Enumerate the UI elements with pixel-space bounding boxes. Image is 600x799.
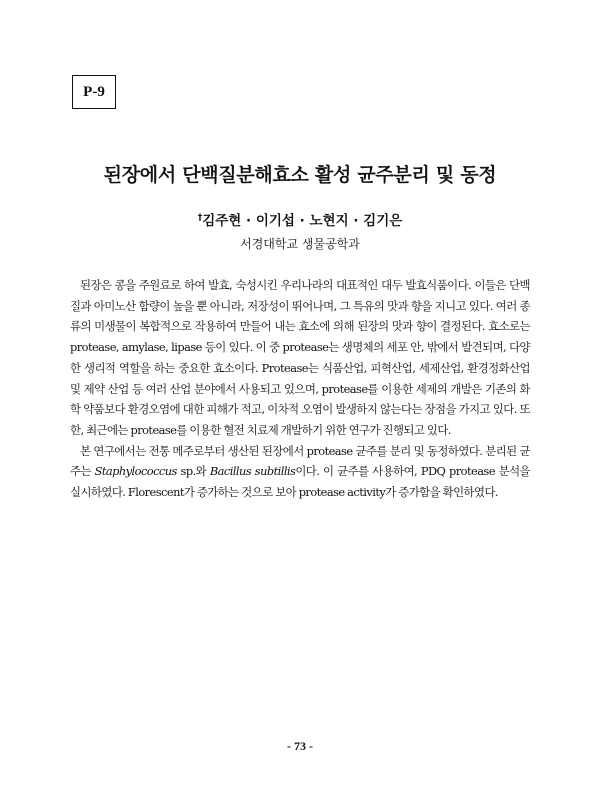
page-number: - 73 - bbox=[287, 739, 313, 753]
poster-number: P-9 bbox=[83, 83, 105, 100]
affiliation: 서경대학교 생물공학과 bbox=[240, 237, 360, 251]
paper-title: 된장에서 단백질분해효소 활성 균주분리 및 동정 bbox=[103, 164, 497, 186]
abstract-body bbox=[70, 275, 530, 503]
abstract-paragraph-1: 된장은 콩을 주원료로 하여 발효, 숙성시킨 우리나라의 대표적인 대두 발효식품이다. 이들은 단백질과 아미노산 함량이 높을 뿐 아니라, 저장성이 뛰어나며, 그 특유의 맛과 향을 지니고 있다. 여러 종류의 미생물이 복합적으로 작용하여 만들어 내는 효소에 의해 된장의 맛과 향이 결정된다. 효소로는 protease, amylase, lipase 등이 있다. 이 중 protease는 생명체의 세포 안, 밖에서 발견되며, 다양한 생리적 역할을 하는 중요한 효소이다. Protease는 식품산업, 피혁산업, 세제산업, 환경정화산업 및 제약 산업 등 여러 산업 분야에서 사용되고 있으며, protease를 이용한 세제의 개발은 기존의 화학 약품보다 환경오염에 대한 피해가 적고, 이차적 오염이 발생하지 않는다는 장점을 가지고 있다. 또한, 최근에는 protease를 이용한 혈전 치료제 개발하기 위한 연구가 진행되고 있다. bbox=[70, 278, 530, 437]
poster-number-box bbox=[72, 75, 116, 109]
author-names: 김주현 · 이기섭 · 노현지 · 김기은 bbox=[202, 213, 403, 229]
abstract-paragraph-2 bbox=[70, 441, 530, 503]
author-line bbox=[0, 209, 600, 229]
abstract-p2-part-c: 이다. 이 균주를 사용하여, PDQ protease 분석을 실시하였다. Florescent가 증가하는 것으로 보아 protease activity가 증가함을 확인하였다. bbox=[70, 464, 530, 500]
species-name-1: Staphylococcus bbox=[94, 464, 177, 479]
species-name-2: Bacillus subtillis bbox=[209, 464, 296, 479]
abstract-p2-part-a: 본 연구에서는 전통 메주로부터 생산된 된장에서 protease 균주를 분리 및 동정하였다. 분리된 균주는 bbox=[70, 443, 530, 479]
abstract-p2-part-b: sp.와 bbox=[176, 464, 210, 479]
corresponding-author-mark: † bbox=[197, 213, 203, 223]
